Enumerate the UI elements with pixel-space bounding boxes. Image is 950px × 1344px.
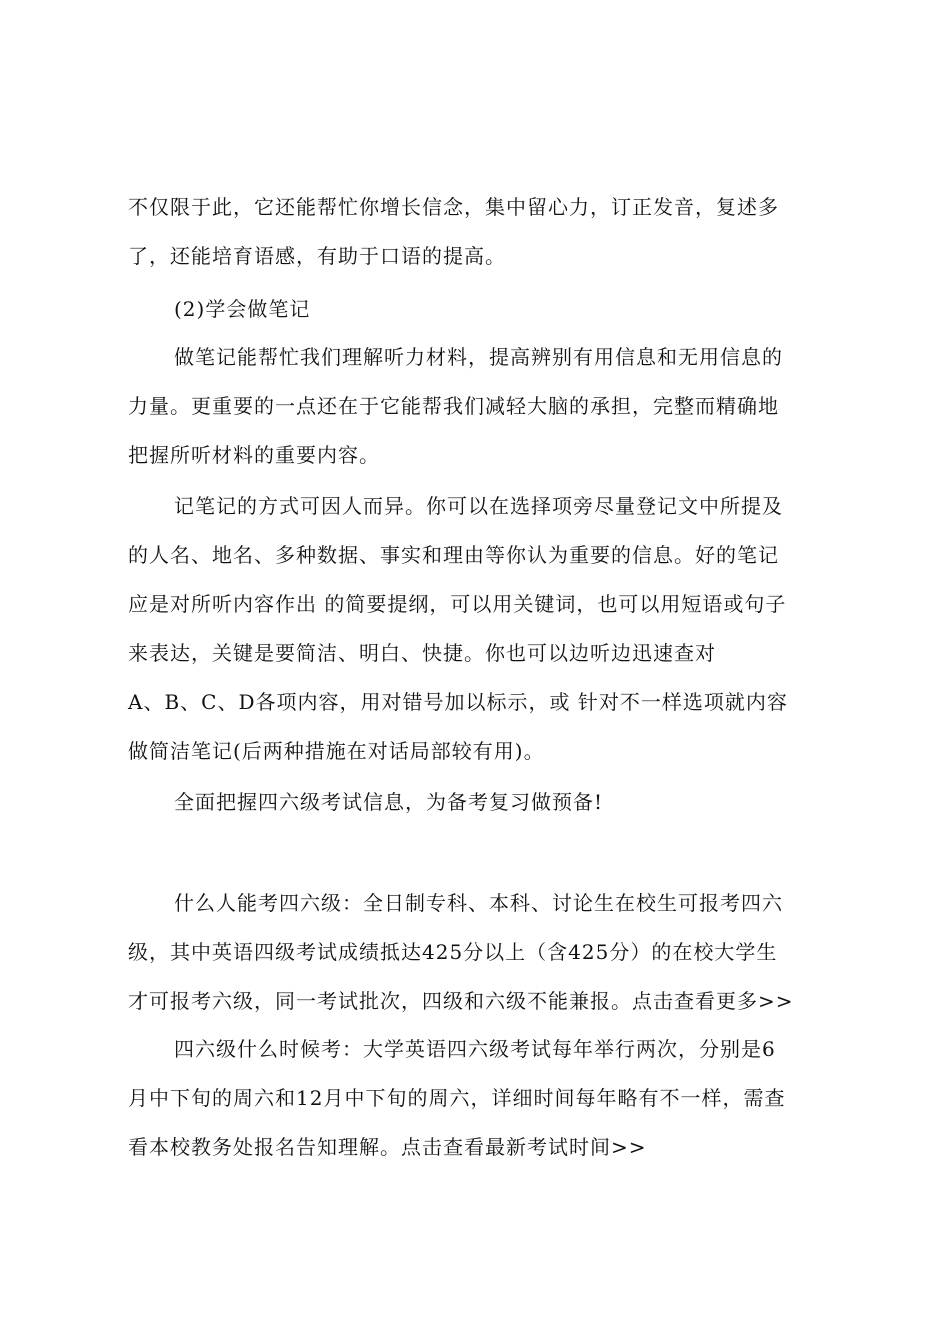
paragraph-3-line-1: 记笔记的方式可因人而异。你可以在选择项旁尽量登记文中所提及 xyxy=(174,494,783,518)
section-heading-text: (2)学会做笔记 xyxy=(174,297,311,321)
paragraph-2 xyxy=(128,333,838,480)
paragraph-1 xyxy=(128,183,838,281)
paragraph-6-line-2: 月中下旬的周六和12月中下旬的周六，详细时间每年略有不一样，需查 xyxy=(128,1086,786,1110)
paragraph-6-line-1: 四六级什么时候考：大学英语四六级考试每年举行两次，分别是6 xyxy=(174,1037,776,1061)
paragraph-3-line-2: 的人名、地名、多种数据、事实和理由等你认为重要的信息。好的笔记 xyxy=(128,543,779,567)
paragraph-2-line-1: 做笔记能帮忙我们理解听力材料，提高辨别有用信息和无用信息的 xyxy=(174,345,783,369)
paragraph-1-line-2: 了，还能培育语感，有助于口语的提高。 xyxy=(128,244,506,268)
paragraph-3-line-6: 做简洁笔记(后两种措施在对话局部较有用)。 xyxy=(128,739,545,763)
paragraph-5-line-3: 才可报考六级，同一考试批次，四级和六级不能兼报。点击查看更多>> xyxy=(128,989,794,1013)
paragraph-3-line-5: A、B、C、D各项内容，用对错号加以标示，或 针对不一样选项就内容 xyxy=(128,690,788,714)
paragraph-4 xyxy=(128,778,838,827)
paragraph-5-line-1: 什么人能考四六级：全日制专科、本科、讨论生在校生可报考四六 xyxy=(174,891,783,915)
paragraph-1-line-1: 不仅限于此，它还能帮忙你增长信念，集中留心力，订正发音，复述多 xyxy=(128,195,779,219)
paragraph-3-line-3: 应是对所听内容作出 的简要提纲，可以用关键词，也可以用短语或句子 xyxy=(128,592,787,616)
paragraph-2-line-3: 把握所听材料的重要内容。 xyxy=(128,443,380,467)
paragraph-2-line-2: 力量。更重要的一点还在于它能帮我们减轻大脑的承担，完整而精确地 xyxy=(128,394,779,418)
section-heading-take-notes xyxy=(128,285,838,334)
paragraph-5 xyxy=(128,879,838,1026)
paragraph-3-line-4: 来表达，关键是要简洁、明白、快捷。你也可以边听边迅速查对 xyxy=(128,641,716,665)
paragraph-4-line-1: 全面把握四六级考试信息，为备考复习做预备! xyxy=(174,790,604,814)
paragraph-6-line-3: 看本校教务处报名告知理解。点击查看最新考试时间>> xyxy=(128,1135,647,1159)
paragraph-6 xyxy=(128,1025,838,1172)
paragraph-3 xyxy=(128,482,838,776)
paragraph-5-line-2: 级，其中英语四级考试成绩抵达425分以上（含425分）的在校大学生 xyxy=(128,940,778,964)
